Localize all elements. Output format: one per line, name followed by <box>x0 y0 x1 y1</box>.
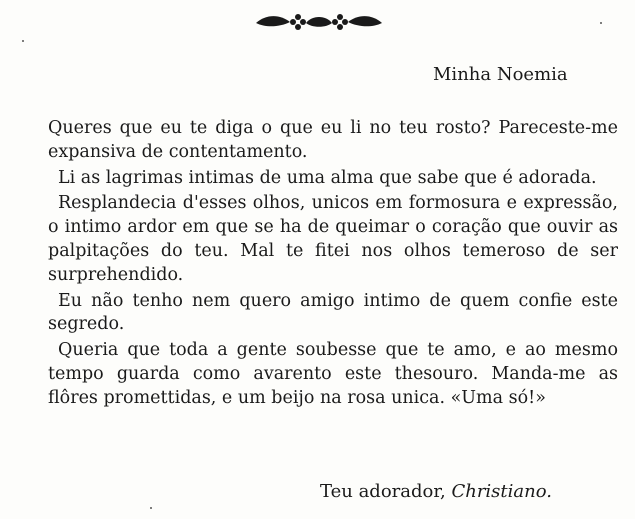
salutation: Minha Noemia <box>433 64 568 85</box>
paper-speck <box>22 40 24 42</box>
closing-text: Teu adorador, <box>320 481 446 502</box>
paper-speck <box>150 507 152 509</box>
paragraph-4: Eu não tenho nem quero amigo intimo de quem confie este segredo. <box>48 290 618 335</box>
paper-speck <box>600 22 602 24</box>
paragraph-1: Queres que eu te diga o que eu li no teu rosto? Pareceste-me expansiva de contentamento. <box>48 118 618 162</box>
paragraph-2: Li as lagrimas intimas de uma alma que sabe que é adorada. <box>58 167 597 188</box>
signature-line <box>320 481 552 502</box>
floral-ornament-icon <box>254 10 384 32</box>
paragraph-5: Queria que toda a gente soubesse que te amo, e ao mesmo tempo guarda como avarento este thesouro. Manda-me as flôres promettidas, e um beijo na rosa unica. «Uma só!» <box>48 340 618 408</box>
letter-body <box>48 117 618 413</box>
signature-name: Christiano. <box>451 481 552 502</box>
paragraph-3: Resplandecia d'esses olhos, unicos em formosura e expressão, o intimo ardor em que se ha de queimar o coração que ouvir as palpitações do teu. Mal te fitei nos olhos temeroso de ser surprehendido. <box>48 193 618 285</box>
